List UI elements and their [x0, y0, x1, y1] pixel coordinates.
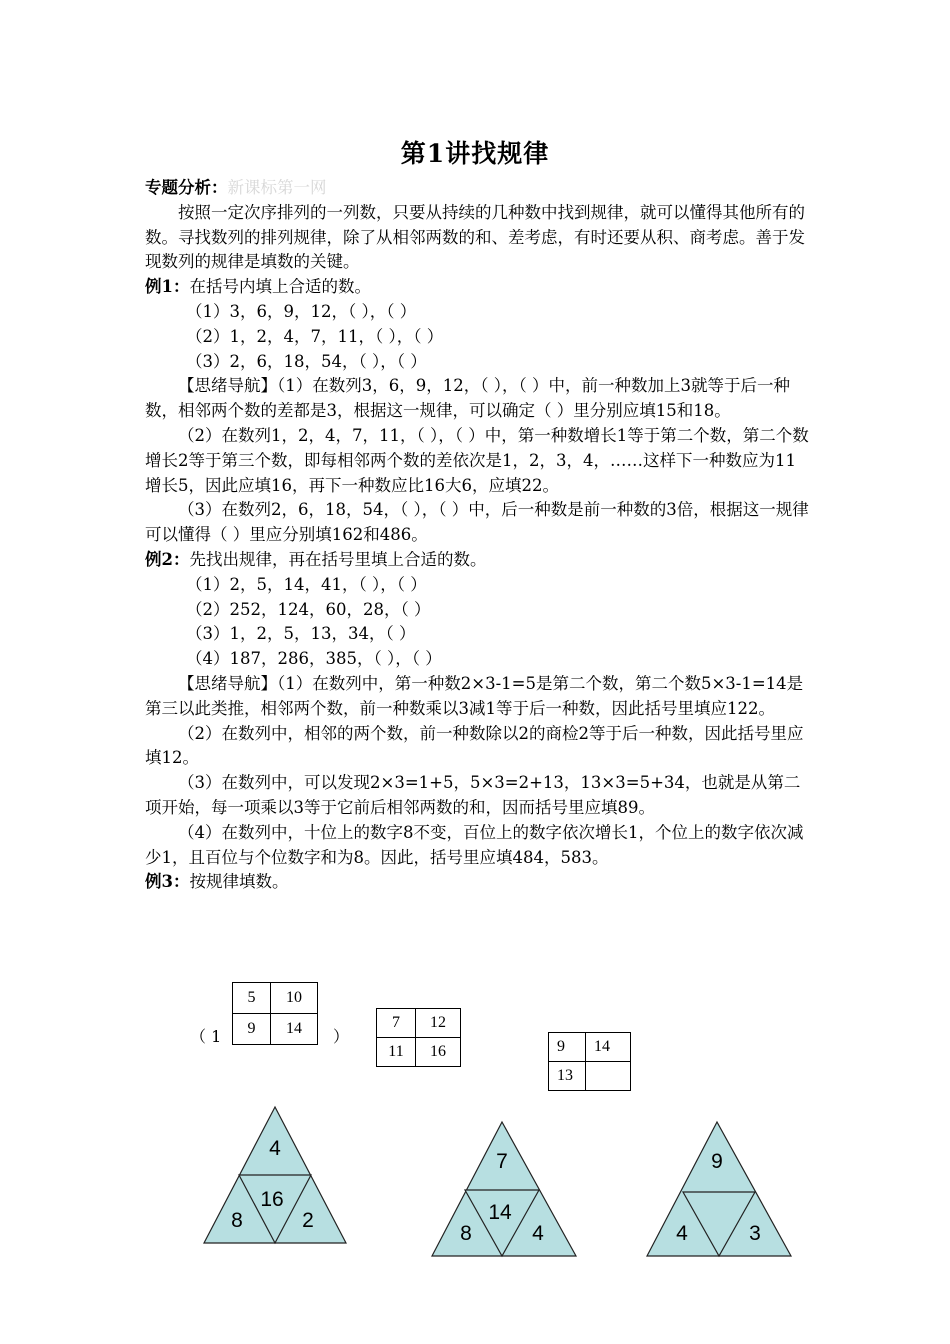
ex2-nav-label: 【思绪导航】: [178, 673, 277, 693]
intro-heading: [145, 176, 810, 201]
grid-cell: 13: [549, 1062, 586, 1091]
grid-cell: 12: [416, 1009, 461, 1038]
grid-cell: 7: [377, 1009, 416, 1038]
triangle-top-number: 9: [711, 1150, 723, 1173]
number-grid-1: [232, 982, 318, 1045]
number-triangle-3: [645, 1120, 793, 1258]
number-grid-3: [548, 1032, 631, 1091]
paren-close: ）: [333, 1027, 350, 1046]
ex2-explain: （4）在数列中，十位上的数字8不变，百位上的数字依次增长1，个位上的数字依次减少1，且百位与个位数字和为8。因此，括号里应填484，583。: [145, 822, 804, 867]
ex1-explain: （3）在数列2，6，18，54，（ ），（ ）中，后一种数是前一种数的3倍，根据这一规律可以懂得（ ）里应分别填162和486。: [145, 500, 809, 545]
ex2-item: （4）187，286，385，（ ），（ ）: [186, 649, 442, 669]
ex1-explain: （2）在数列1，2，4，7，11，（ ），（ ）中，第一种数增长1等于第二个数，第二个数增长2等于第三个数，即每相邻两个数的差依次是1，2，3，4，……这样下一种数应为11增长5，因此应填16，再下一种数应比16大6，应填22。: [145, 425, 809, 495]
ex3-label: 例3：: [145, 872, 190, 892]
page-title: 第1讲找规律: [400, 139, 550, 168]
watermark: 新课标第一网: [227, 178, 327, 197]
grid-cell: [586, 1062, 631, 1091]
grid-cell: 16: [416, 1038, 461, 1067]
ex1-item: （2）1，2，4，7，11，（ ），（ ）: [186, 326, 444, 346]
triangle-left-number: 8: [460, 1222, 472, 1245]
triangle-center-number: 14: [488, 1201, 512, 1224]
grid-cell: 14: [586, 1033, 631, 1062]
ex1-prompt: 在括号内填上合适的数。: [189, 277, 371, 297]
ex2-item: （3）1，2，5，13，34，（ ）: [186, 624, 416, 644]
grid-cell: 9: [233, 1014, 271, 1045]
ex2-explain: （3）在数列中，可以发现2×3=1+5，5×3=2+13，13×3=5+34，也就是从第二项开始，每一项乘以3等于它前后相邻两数的和，因而括号里应填89。: [145, 773, 801, 817]
intro-label: 专题分析：: [145, 178, 228, 197]
lesson-body: [145, 176, 810, 895]
ex1-item: （1）3，6，9，12，（ ），（ ）: [186, 301, 417, 321]
triangle-right-number: 4: [532, 1222, 544, 1245]
ex1-nav-label: 【思绪导航】: [178, 376, 277, 396]
triangle-top-number: 4: [269, 1137, 281, 1160]
ex1-item: （3）2，6，18，54，（ ），（ ）: [186, 351, 427, 371]
ex2-prompt: 先找出规律，再在括号里填上合适的数。: [189, 549, 487, 569]
number-triangle-2: [430, 1120, 578, 1258]
grid-cell: 9: [549, 1033, 586, 1062]
triangle-top-number: 7: [496, 1150, 508, 1173]
grid-cell: 14: [271, 1014, 318, 1045]
grid-cell: 5: [233, 983, 271, 1014]
ex2-heading: [145, 548, 810, 573]
ex2-item: （1）2，5，14，41，（ ），（ ）: [186, 574, 427, 594]
triangle-left-number: 8: [231, 1209, 243, 1232]
number-triangle-1: [202, 1105, 348, 1245]
ex2-item: （2）252，124，60，28，（ ）: [186, 599, 431, 619]
ex1-explain: 【思绪导航】（1）在数列3，6，9，12，（ ），（ ）中，前一种数加上3就等于后一种数，相邻两个数的差都是3，根据这一规律，可以确定（ ）里分别应填15和18。: [145, 376, 790, 421]
ex2-explain: 【思绪导航】（1）在数列中，第一种数2×3-1=5是第二个数，第二个数5×3-1=14是第三以此类推，相邻两个数，前一种数乘以3减1等于后一种数，因此括号里填应122。: [145, 673, 804, 718]
ex3-heading: [145, 870, 810, 895]
triangle-left-number: 4: [676, 1222, 688, 1245]
triangle-center-number: 16: [260, 1188, 284, 1211]
intro-text: 按照一定次序排列的一列数，只要从持续的几种数中找到规律，就可以懂得其他所有的数。寻找数列的排列规律，除了从相邻两数的和、差考虑，有时还要从积、商考虑。善于发现数列的规律是填数的关键。: [145, 202, 805, 272]
grid-cell: 11: [377, 1038, 416, 1067]
number-grid-2: [376, 1008, 461, 1067]
triangle-right-number: 2: [302, 1209, 314, 1232]
grid-cell: 10: [271, 983, 318, 1014]
triangle-right-number: 3: [749, 1222, 761, 1245]
ex1-label: 例1：: [145, 277, 190, 297]
ex2-explain: （2）在数列中，相邻的两个数，前一种数除以2的商检2等于后一种数，因此括号里应填12。: [145, 723, 804, 768]
ex3-prompt: 按规律填数。: [189, 872, 289, 892]
paren-open: （ 1: [190, 1027, 222, 1046]
ex2-label: 例2：: [145, 549, 190, 569]
ex1-heading: [145, 275, 810, 300]
